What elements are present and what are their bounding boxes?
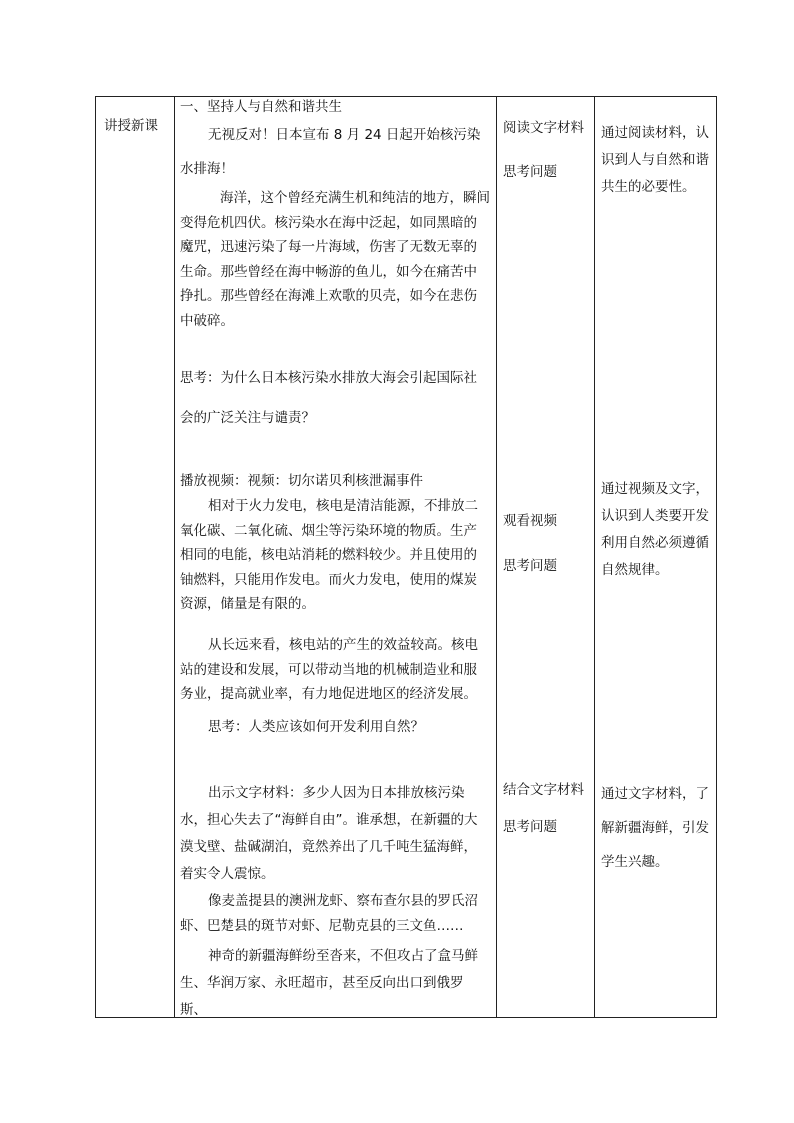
news-headline-line2: 水排海！ — [180, 161, 234, 177]
paragraph-seafood-list: 像麦盖提县的澳洲龙虾、察布查尔县的罗氏沼虾、巴楚县的斑节对虾、尼勒克县的三文鱼…… — [180, 893, 478, 934]
activity-think-3: 思考问题 — [503, 819, 557, 835]
activity-think-2: 思考问题 — [503, 558, 557, 574]
intent-1: 通过阅读材料，认识到人与自然和谐共生的必要性。 — [601, 125, 709, 195]
question-1-line2: 会的广泛关注与谴责？ — [180, 410, 315, 426]
column-divider — [594, 97, 595, 1017]
intent-2: 通过视频及文字，认识到人类要开发利用自然必须遵循自然规律。 — [601, 481, 709, 578]
video-line: 播放视频：视频：切尔诺贝利核泄漏事件 — [180, 473, 423, 489]
paragraph-ocean: 海洋，这个曾经充满生机和纯洁的地方，瞬间变得危机四伏。核污染水在海中泛起，如同黑暗的魔咒，迅速污染了每一片海域，伤害了无数无辜的生命。那些曾经在海中畅游的鱼儿，如今在痛苦中挣扎。那些曾经在海滩上欢歌的贝壳，如今在悲伤中破碎。 — [180, 190, 490, 329]
paragraph-seafood-market: 神奇的新疆海鲜纷至沓来，不但攻占了盒马鲜生、华润万家、永旺超市，甚至反向出口到俄罗斯、 — [180, 948, 478, 1018]
activity-watch-video: 观看视频 — [503, 513, 557, 529]
news-headline-line1: 无视反对！日本宣布 8 月 24 日起开始核污染 — [208, 127, 481, 143]
question-1-line1: 思考：为什么日本核污染水排放大海会引起国际社 — [180, 370, 477, 386]
paragraph-xinjiang-seafood: 出示文字材料：多少人因为日本排放核污染水，担心失去了“海鲜自由”。谁承想，在新疆的大漠戈壁、盐碱湖泊，竟然养出了几千吨生猛海鲜，着实令人震惊。 — [180, 785, 478, 882]
column-divider — [496, 97, 497, 1017]
paragraph-nuclear-benefit: 从长远来看，核电站的产生的效益较高。核电站的建设和发展，可以带动当地的机械制造业和服务业，提高就业率，有力地促进地区的经济发展。 — [180, 637, 478, 702]
paragraph-nuclear-clean: 相对于火力发电，核电是清洁能源，不排放二氧化碳、二氧化硫、烟尘等污染环境的物质。生产相同的电能，核电站消耗的燃料较少。并且使用的铀燃料，只能用作发电。而火力发电，使用的煤炭资源，储量是有限的。 — [180, 498, 478, 612]
intent-3: 通过文字材料，了解新疆海鲜，引发学生兴趣。 — [601, 786, 709, 870]
activity-combine-material: 结合文字材料 — [503, 782, 584, 798]
row-label: 讲授新课 — [104, 118, 158, 134]
activity-think-1: 思考问题 — [503, 164, 557, 180]
section-heading: 一、坚持人与自然和谐共生 — [180, 99, 342, 115]
activity-read-material: 阅读文字材料 — [503, 120, 584, 136]
question-2: 思考：人类应该如何开发利用自然？ — [208, 719, 424, 735]
column-divider — [174, 97, 175, 1017]
